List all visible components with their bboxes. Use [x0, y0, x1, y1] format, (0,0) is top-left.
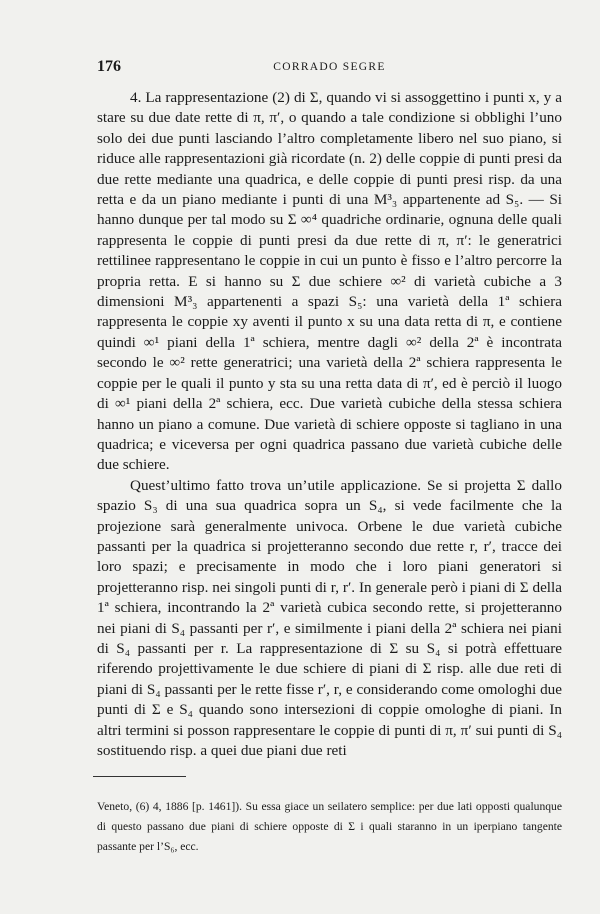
footnote-separator — [93, 776, 186, 777]
main-text — [97, 88, 562, 761]
page-header — [97, 58, 562, 80]
paragraph-section-4: 4. La rappresentazione (2) di Σ, quando vi si assoggettino i punti x, y a stare su due date rette di π, π′, o quando a tale condizione si obblighi l’uno solo dei due punti lasciando l’altro completamente libero nel suo piano, si riduce alle rappresentazioni già ricordate (n. 2) delle coppie di punti presi da due rette mediante una quadrica, e delle coppie di punti presi risp. da una retta e da un piano mediante i punti di una M³₃ appartenente ad S₅. — Si hanno dunque per tal modo su Σ ∞⁴ quadriche ordinarie, ognuna delle quali rappresenta le coppie di punti presi da due rette di π, π′: le generatrici rettilinee rappresentano le coppie in cui un punto è fisso e l’altro percorre la propria retta. E si hanno su Σ due schiere ∞² di varietà cubiche a 3 dimensioni M³₃ appartenenti a spazi S₅: una varietà della 1ª schiera rappresenta le coppie xy aventi il punto x su una data retta di π, e contiene quindi ∞¹ piani della 1ª schiera, mentre dagli ∞² della 2ª è incontrata secondo le ∞² rette generatrici; una varietà della 2ª schiera rappresenta le coppie per le quali il punto y sta su una retta data di π′, ed è perciò il luogo di ∞¹ piani della 2ª schiera, ecc. Due varietà cubiche della stessa schiera hanno un piano a comune. Due varietà di schiere opposte si tagliano in una quadrica; e viceversa per ogni quadrica passano due varietà cubiche delle due schiere. — [97, 89, 562, 474]
footnote — [97, 797, 562, 857]
footnote-text: Veneto, (6) 4, 1886 [p. 1461]). Su essa giace un seilatero semplice: per due lati opposti qualunque di questo passano due piani di schiere opposte di Σ i quali staranno in un iperpiano tangente passante per l’S₆, ecc. — [97, 800, 562, 853]
paragraph-projection: Quest’ultimo fatto trova un’utile applicazione. Se si projetta Σ dallo spazio S₃ di una sua quadrica sopra un S₄, si vede facilmente che la projezione sarà generalmente univoca. Orbene le due varietà cubiche passanti per la quadrica si projetteranno secondo due rette r, r′, tracce dei loro spazi; e precisamente in modo che i loro piani generatori si projetteranno risp. nei singoli punti di r, r′. In generale però i piani di Σ della 1ª schiera, incontrando la 2ª varietà cubica secondo rette, si projetteranno nei piani di S₄ passanti per r′, e similmente i piani della 2ª schiera nei piani di S₄ passanti per r. La rappresentazione di Σ su S₄ si potrà effettuare riferendo projettivamente le due schiere di piani di Σ risp. alle due reti di piani di S₄ passanti per le rette fisse r′, r, e considerando come omologhi due punti di Σ e S₄ quando sono intersezioni di coppie omologhe di piani. In altri termini si posson rappresentare le coppie di punti di π, π′ sui punti di S₄ sostituendo risp. a quei due piani due reti — [97, 476, 562, 759]
running-title: CORRADO SEGRE — [273, 61, 386, 73]
page-number: 176 — [97, 58, 121, 75]
